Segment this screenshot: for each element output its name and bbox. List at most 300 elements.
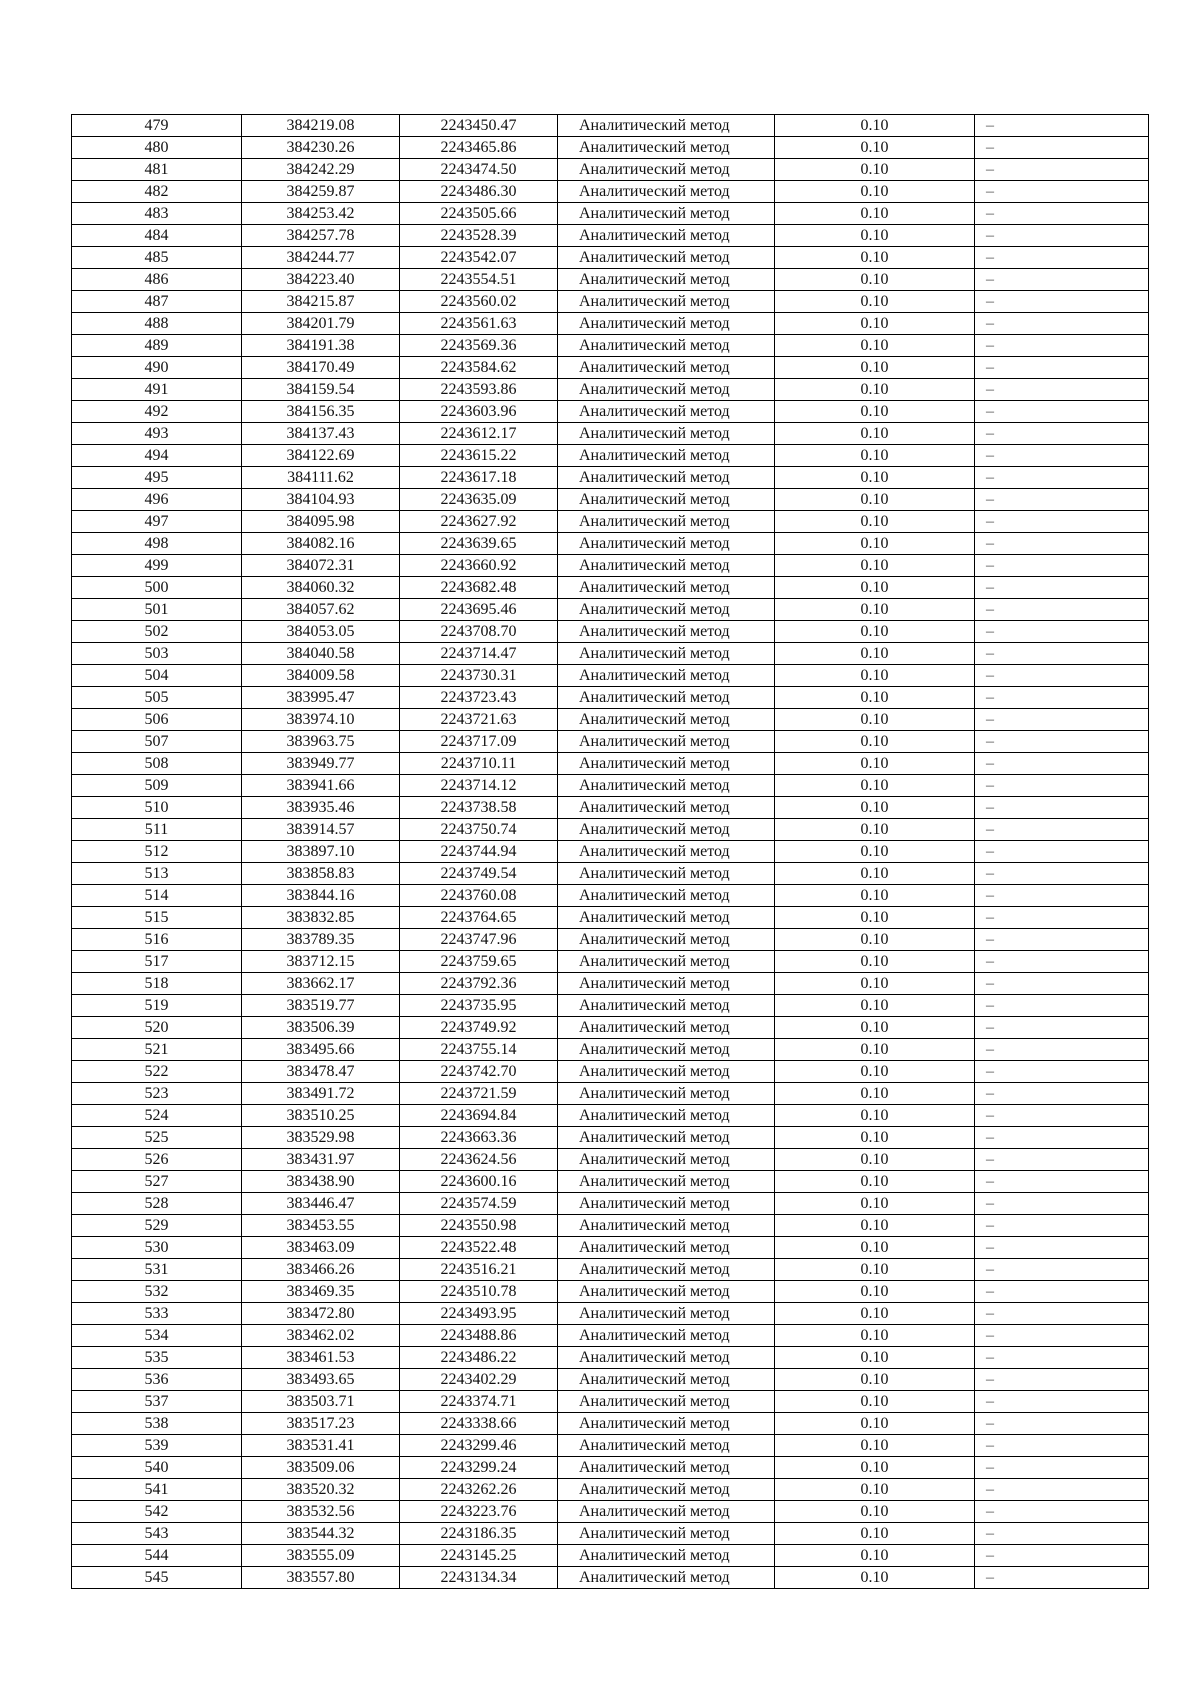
x-coordinate-cell: 384257.78: [242, 225, 400, 247]
x-coordinate-cell: 383529.98: [242, 1127, 400, 1149]
table-row: [72, 1369, 1149, 1391]
x-coordinate-cell: 384259.87: [242, 181, 400, 203]
point-number-cell: 527: [72, 1171, 242, 1193]
point-number-cell: 483: [72, 203, 242, 225]
table-row: [72, 929, 1149, 951]
x-coordinate-cell: 384244.77: [242, 247, 400, 269]
method-cell: Аналитический метод: [558, 973, 775, 995]
point-number-cell: 479: [72, 115, 242, 137]
accuracy-cell: 0.10: [775, 401, 975, 423]
method-cell: Аналитический метод: [558, 687, 775, 709]
method-cell: Аналитический метод: [558, 269, 775, 291]
method-cell: Аналитический метод: [558, 775, 775, 797]
point-number-cell: 544: [72, 1545, 242, 1567]
method-cell: Аналитический метод: [558, 709, 775, 731]
x-coordinate-cell: 383935.46: [242, 797, 400, 819]
x-coordinate-cell: 383509.06: [242, 1457, 400, 1479]
method-cell: Аналитический метод: [558, 1061, 775, 1083]
method-cell: Аналитический метод: [558, 1127, 775, 1149]
point-number-cell: 516: [72, 929, 242, 951]
x-coordinate-cell: 383453.55: [242, 1215, 400, 1237]
y-coordinate-cell: 2243694.84: [400, 1105, 558, 1127]
point-number-cell: 508: [72, 753, 242, 775]
note-cell: –: [975, 709, 1149, 731]
table-row: [72, 1281, 1149, 1303]
note-cell: –: [975, 621, 1149, 643]
x-coordinate-cell: 384159.54: [242, 379, 400, 401]
note-cell: –: [975, 577, 1149, 599]
point-number-cell: 521: [72, 1039, 242, 1061]
accuracy-cell: 0.10: [775, 137, 975, 159]
x-coordinate-cell: 384095.98: [242, 511, 400, 533]
note-cell: –: [975, 929, 1149, 951]
y-coordinate-cell: 2243742.70: [400, 1061, 558, 1083]
note-cell: –: [975, 247, 1149, 269]
y-coordinate-cell: 2243374.71: [400, 1391, 558, 1413]
x-coordinate-cell: 384122.69: [242, 445, 400, 467]
table-row: [72, 621, 1149, 643]
x-coordinate-cell: 383431.97: [242, 1149, 400, 1171]
coordinates-table: [71, 114, 1149, 1589]
accuracy-cell: 0.10: [775, 1567, 975, 1589]
x-coordinate-cell: 384060.32: [242, 577, 400, 599]
method-cell: Аналитический метод: [558, 1567, 775, 1589]
point-number-cell: 525: [72, 1127, 242, 1149]
method-cell: Аналитический метод: [558, 1391, 775, 1413]
table-row: [72, 247, 1149, 269]
table-row: [72, 665, 1149, 687]
accuracy-cell: 0.10: [775, 203, 975, 225]
point-number-cell: 502: [72, 621, 242, 643]
x-coordinate-cell: 383478.47: [242, 1061, 400, 1083]
point-number-cell: 517: [72, 951, 242, 973]
x-coordinate-cell: 384040.58: [242, 643, 400, 665]
y-coordinate-cell: 2243730.31: [400, 665, 558, 687]
point-number-cell: 492: [72, 401, 242, 423]
y-coordinate-cell: 2243299.46: [400, 1435, 558, 1457]
method-cell: Аналитический метод: [558, 797, 775, 819]
note-cell: –: [975, 115, 1149, 137]
table-row: [72, 1259, 1149, 1281]
note-cell: –: [975, 1347, 1149, 1369]
y-coordinate-cell: 2243600.16: [400, 1171, 558, 1193]
accuracy-cell: 0.10: [775, 1215, 975, 1237]
x-coordinate-cell: 383712.15: [242, 951, 400, 973]
point-number-cell: 511: [72, 819, 242, 841]
note-cell: –: [975, 1039, 1149, 1061]
y-coordinate-cell: 2243402.29: [400, 1369, 558, 1391]
x-coordinate-cell: 383446.47: [242, 1193, 400, 1215]
y-coordinate-cell: 2243561.63: [400, 313, 558, 335]
table-row: [72, 137, 1149, 159]
point-number-cell: 486: [72, 269, 242, 291]
point-number-cell: 531: [72, 1259, 242, 1281]
note-cell: –: [975, 533, 1149, 555]
point-number-cell: 501: [72, 599, 242, 621]
method-cell: Аналитический метод: [558, 1259, 775, 1281]
note-cell: –: [975, 1083, 1149, 1105]
x-coordinate-cell: 384156.35: [242, 401, 400, 423]
note-cell: –: [975, 643, 1149, 665]
y-coordinate-cell: 2243528.39: [400, 225, 558, 247]
accuracy-cell: 0.10: [775, 313, 975, 335]
accuracy-cell: 0.10: [775, 1105, 975, 1127]
method-cell: Аналитический метод: [558, 1413, 775, 1435]
accuracy-cell: 0.10: [775, 555, 975, 577]
table-row: [72, 797, 1149, 819]
note-cell: –: [975, 1237, 1149, 1259]
x-coordinate-cell: 383914.57: [242, 819, 400, 841]
accuracy-cell: 0.10: [775, 1523, 975, 1545]
note-cell: –: [975, 335, 1149, 357]
point-number-cell: 538: [72, 1413, 242, 1435]
y-coordinate-cell: 2243522.48: [400, 1237, 558, 1259]
accuracy-cell: 0.10: [775, 819, 975, 841]
method-cell: Аналитический метод: [558, 203, 775, 225]
note-cell: –: [975, 753, 1149, 775]
point-number-cell: 494: [72, 445, 242, 467]
note-cell: –: [975, 379, 1149, 401]
x-coordinate-cell: 383941.66: [242, 775, 400, 797]
table-row: [72, 1039, 1149, 1061]
table-row: [72, 1391, 1149, 1413]
accuracy-cell: 0.10: [775, 599, 975, 621]
note-cell: –: [975, 1435, 1149, 1457]
point-number-cell: 514: [72, 885, 242, 907]
method-cell: Аналитический метод: [558, 357, 775, 379]
point-number-cell: 500: [72, 577, 242, 599]
method-cell: Аналитический метод: [558, 445, 775, 467]
accuracy-cell: 0.10: [775, 115, 975, 137]
y-coordinate-cell: 2243223.76: [400, 1501, 558, 1523]
x-coordinate-cell: 383789.35: [242, 929, 400, 951]
y-coordinate-cell: 2243542.07: [400, 247, 558, 269]
x-coordinate-cell: 384053.05: [242, 621, 400, 643]
point-number-cell: 537: [72, 1391, 242, 1413]
note-cell: –: [975, 445, 1149, 467]
x-coordinate-cell: 383531.41: [242, 1435, 400, 1457]
table-row: [72, 269, 1149, 291]
accuracy-cell: 0.10: [775, 489, 975, 511]
note-cell: –: [975, 401, 1149, 423]
table-row: [72, 973, 1149, 995]
method-cell: Аналитический метод: [558, 423, 775, 445]
y-coordinate-cell: 2243615.22: [400, 445, 558, 467]
note-cell: –: [975, 1391, 1149, 1413]
accuracy-cell: 0.10: [775, 467, 975, 489]
x-coordinate-cell: 383544.32: [242, 1523, 400, 1545]
note-cell: –: [975, 907, 1149, 929]
x-coordinate-cell: 383438.90: [242, 1171, 400, 1193]
x-coordinate-cell: 384215.87: [242, 291, 400, 313]
point-number-cell: 488: [72, 313, 242, 335]
y-coordinate-cell: 2243554.51: [400, 269, 558, 291]
table-row: [72, 709, 1149, 731]
x-coordinate-cell: 384170.49: [242, 357, 400, 379]
note-cell: –: [975, 181, 1149, 203]
accuracy-cell: 0.10: [775, 775, 975, 797]
point-number-cell: 487: [72, 291, 242, 313]
point-number-cell: 484: [72, 225, 242, 247]
x-coordinate-cell: 383557.80: [242, 1567, 400, 1589]
note-cell: –: [975, 1149, 1149, 1171]
method-cell: Аналитический метод: [558, 577, 775, 599]
y-coordinate-cell: 2243493.95: [400, 1303, 558, 1325]
y-coordinate-cell: 2243749.54: [400, 863, 558, 885]
method-cell: Аналитический метод: [558, 555, 775, 577]
method-cell: Аналитический метод: [558, 137, 775, 159]
table-row: [72, 379, 1149, 401]
accuracy-cell: 0.10: [775, 379, 975, 401]
method-cell: Аналитический метод: [558, 313, 775, 335]
x-coordinate-cell: 383472.80: [242, 1303, 400, 1325]
table-row: [72, 841, 1149, 863]
method-cell: Аналитический метод: [558, 1523, 775, 1545]
method-cell: Аналитический метод: [558, 907, 775, 929]
table-row: [72, 1567, 1149, 1589]
y-coordinate-cell: 2243603.96: [400, 401, 558, 423]
note-cell: –: [975, 885, 1149, 907]
x-coordinate-cell: 384253.42: [242, 203, 400, 225]
point-number-cell: 540: [72, 1457, 242, 1479]
x-coordinate-cell: 384104.93: [242, 489, 400, 511]
method-cell: Аналитический метод: [558, 1479, 775, 1501]
table-row: [72, 1501, 1149, 1523]
note-cell: –: [975, 137, 1149, 159]
x-coordinate-cell: 383555.09: [242, 1545, 400, 1567]
table-row: [72, 533, 1149, 555]
point-number-cell: 503: [72, 643, 242, 665]
method-cell: Аналитический метод: [558, 621, 775, 643]
note-cell: –: [975, 819, 1149, 841]
y-coordinate-cell: 2243792.36: [400, 973, 558, 995]
accuracy-cell: 0.10: [775, 247, 975, 269]
x-coordinate-cell: 383461.53: [242, 1347, 400, 1369]
table-row: [72, 599, 1149, 621]
point-number-cell: 519: [72, 995, 242, 1017]
point-number-cell: 489: [72, 335, 242, 357]
y-coordinate-cell: 2243663.36: [400, 1127, 558, 1149]
note-cell: –: [975, 1479, 1149, 1501]
note-cell: –: [975, 1303, 1149, 1325]
accuracy-cell: 0.10: [775, 665, 975, 687]
point-number-cell: 491: [72, 379, 242, 401]
note-cell: –: [975, 1413, 1149, 1435]
table-row: [72, 159, 1149, 181]
accuracy-cell: 0.10: [775, 951, 975, 973]
y-coordinate-cell: 2243695.46: [400, 599, 558, 621]
accuracy-cell: 0.10: [775, 1171, 975, 1193]
y-coordinate-cell: 2243635.09: [400, 489, 558, 511]
note-cell: –: [975, 797, 1149, 819]
y-coordinate-cell: 2243744.94: [400, 841, 558, 863]
accuracy-cell: 0.10: [775, 907, 975, 929]
note-cell: –: [975, 1127, 1149, 1149]
accuracy-cell: 0.10: [775, 291, 975, 313]
note-cell: –: [975, 511, 1149, 533]
point-number-cell: 509: [72, 775, 242, 797]
note-cell: –: [975, 357, 1149, 379]
note-cell: –: [975, 665, 1149, 687]
accuracy-cell: 0.10: [775, 995, 975, 1017]
method-cell: Аналитический метод: [558, 181, 775, 203]
accuracy-cell: 0.10: [775, 1413, 975, 1435]
method-cell: Аналитический метод: [558, 1105, 775, 1127]
method-cell: Аналитический метод: [558, 665, 775, 687]
y-coordinate-cell: 2243145.25: [400, 1545, 558, 1567]
x-coordinate-cell: 384137.43: [242, 423, 400, 445]
table-row: [72, 1325, 1149, 1347]
method-cell: Аналитический метод: [558, 995, 775, 1017]
point-number-cell: 510: [72, 797, 242, 819]
method-cell: Аналитический метод: [558, 467, 775, 489]
note-cell: –: [975, 599, 1149, 621]
x-coordinate-cell: 383844.16: [242, 885, 400, 907]
note-cell: –: [975, 225, 1149, 247]
method-cell: Аналитический метод: [558, 511, 775, 533]
accuracy-cell: 0.10: [775, 1479, 975, 1501]
table-row: [72, 1061, 1149, 1083]
table-row: [72, 225, 1149, 247]
accuracy-cell: 0.10: [775, 1501, 975, 1523]
note-cell: –: [975, 423, 1149, 445]
x-coordinate-cell: 384009.58: [242, 665, 400, 687]
y-coordinate-cell: 2243749.92: [400, 1017, 558, 1039]
method-cell: Аналитический метод: [558, 753, 775, 775]
y-coordinate-cell: 2243721.63: [400, 709, 558, 731]
point-number-cell: 504: [72, 665, 242, 687]
x-coordinate-cell: 383995.47: [242, 687, 400, 709]
table-row: [72, 467, 1149, 489]
x-coordinate-cell: 384111.62: [242, 467, 400, 489]
x-coordinate-cell: 383532.56: [242, 1501, 400, 1523]
y-coordinate-cell: 2243723.43: [400, 687, 558, 709]
accuracy-cell: 0.10: [775, 1061, 975, 1083]
point-number-cell: 505: [72, 687, 242, 709]
note-cell: –: [975, 687, 1149, 709]
accuracy-cell: 0.10: [775, 1017, 975, 1039]
accuracy-cell: 0.10: [775, 1083, 975, 1105]
point-number-cell: 529: [72, 1215, 242, 1237]
table-row: [72, 577, 1149, 599]
table-row: [72, 1215, 1149, 1237]
y-coordinate-cell: 2243560.02: [400, 291, 558, 313]
accuracy-cell: 0.10: [775, 841, 975, 863]
method-cell: Аналитический метод: [558, 863, 775, 885]
y-coordinate-cell: 2243516.21: [400, 1259, 558, 1281]
table-row: [72, 291, 1149, 313]
y-coordinate-cell: 2243486.30: [400, 181, 558, 203]
note-cell: –: [975, 1061, 1149, 1083]
method-cell: Аналитический метод: [558, 1435, 775, 1457]
method-cell: Аналитический метод: [558, 1237, 775, 1259]
y-coordinate-cell: 2243750.74: [400, 819, 558, 841]
accuracy-cell: 0.10: [775, 1369, 975, 1391]
table-row: [72, 511, 1149, 533]
note-cell: –: [975, 291, 1149, 313]
accuracy-cell: 0.10: [775, 1259, 975, 1281]
note-cell: –: [975, 1259, 1149, 1281]
point-number-cell: 520: [72, 1017, 242, 1039]
accuracy-cell: 0.10: [775, 1457, 975, 1479]
accuracy-cell: 0.10: [775, 709, 975, 731]
table-row: [72, 115, 1149, 137]
table-row: [72, 863, 1149, 885]
y-coordinate-cell: 2243262.26: [400, 1479, 558, 1501]
method-cell: Аналитический метод: [558, 533, 775, 555]
accuracy-cell: 0.10: [775, 181, 975, 203]
method-cell: Аналитический метод: [558, 841, 775, 863]
method-cell: Аналитический метод: [558, 1325, 775, 1347]
x-coordinate-cell: 384072.31: [242, 555, 400, 577]
y-coordinate-cell: 2243612.17: [400, 423, 558, 445]
accuracy-cell: 0.10: [775, 1303, 975, 1325]
x-coordinate-cell: 384223.40: [242, 269, 400, 291]
table-row: [72, 1457, 1149, 1479]
table-row: [72, 1149, 1149, 1171]
point-number-cell: 542: [72, 1501, 242, 1523]
y-coordinate-cell: 2243682.48: [400, 577, 558, 599]
note-cell: –: [975, 775, 1149, 797]
table-row: [72, 203, 1149, 225]
accuracy-cell: 0.10: [775, 731, 975, 753]
method-cell: Аналитический метод: [558, 247, 775, 269]
note-cell: –: [975, 951, 1149, 973]
table-row: [72, 1413, 1149, 1435]
y-coordinate-cell: 2243714.12: [400, 775, 558, 797]
table-row: [72, 951, 1149, 973]
accuracy-cell: 0.10: [775, 335, 975, 357]
accuracy-cell: 0.10: [775, 863, 975, 885]
y-coordinate-cell: 2243474.50: [400, 159, 558, 181]
table-row: [72, 753, 1149, 775]
note-cell: –: [975, 1193, 1149, 1215]
x-coordinate-cell: 383466.26: [242, 1259, 400, 1281]
table-row: [72, 1017, 1149, 1039]
accuracy-cell: 0.10: [775, 1237, 975, 1259]
note-cell: –: [975, 555, 1149, 577]
point-number-cell: 532: [72, 1281, 242, 1303]
y-coordinate-cell: 2243486.22: [400, 1347, 558, 1369]
method-cell: Аналитический метод: [558, 1215, 775, 1237]
y-coordinate-cell: 2243717.09: [400, 731, 558, 753]
x-coordinate-cell: 383832.85: [242, 907, 400, 929]
accuracy-cell: 0.10: [775, 1347, 975, 1369]
table-row: [72, 181, 1149, 203]
point-number-cell: 523: [72, 1083, 242, 1105]
y-coordinate-cell: 2243624.56: [400, 1149, 558, 1171]
point-number-cell: 513: [72, 863, 242, 885]
method-cell: Аналитический метод: [558, 1281, 775, 1303]
point-number-cell: 536: [72, 1369, 242, 1391]
x-coordinate-cell: 384057.62: [242, 599, 400, 621]
note-cell: –: [975, 1105, 1149, 1127]
y-coordinate-cell: 2243755.14: [400, 1039, 558, 1061]
y-coordinate-cell: 2243550.98: [400, 1215, 558, 1237]
accuracy-cell: 0.10: [775, 423, 975, 445]
table-row: [72, 907, 1149, 929]
note-cell: –: [975, 1171, 1149, 1193]
accuracy-cell: 0.10: [775, 1127, 975, 1149]
y-coordinate-cell: 2243450.47: [400, 115, 558, 137]
y-coordinate-cell: 2243510.78: [400, 1281, 558, 1303]
point-number-cell: 496: [72, 489, 242, 511]
method-cell: Аналитический метод: [558, 115, 775, 137]
point-number-cell: 526: [72, 1149, 242, 1171]
accuracy-cell: 0.10: [775, 797, 975, 819]
table-row: [72, 1303, 1149, 1325]
x-coordinate-cell: 383662.17: [242, 973, 400, 995]
